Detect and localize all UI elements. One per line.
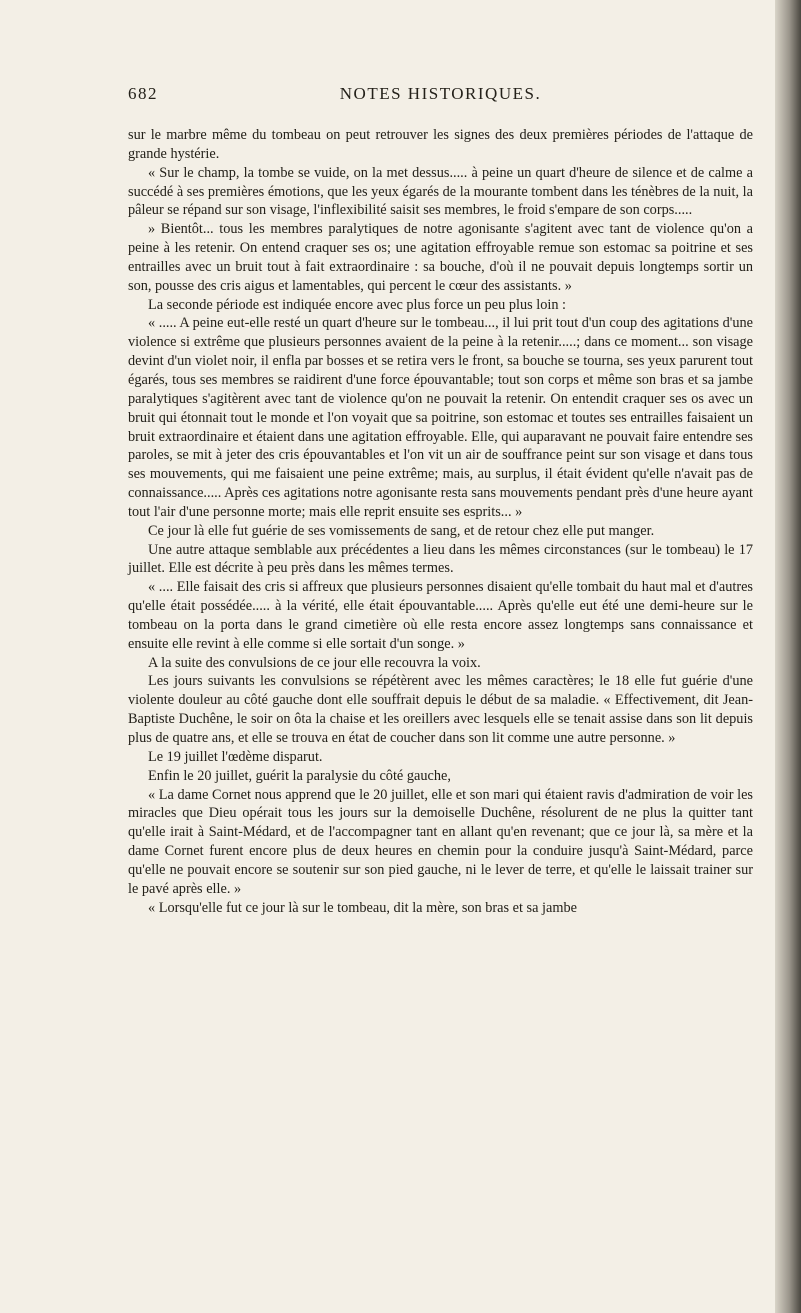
- running-title: NOTES HISTORIQUES.: [339, 84, 542, 103]
- paragraph: » Bientôt... tous les membres paralytiques de notre agonisante s'agitent avec tant de violence qu'on a peine à les retenir. On entend craquer ses os; une agitation effroyable remue son estomac sa poitrine et ses entrailles avec un bruit tout à fait extraordinaire : sa bouche, d'où il ne pouvait depuis longtemps sortir un son, pousse des cris aigus et lamentables, qui percent le cœur des assistants. »: [128, 221, 753, 294]
- paragraph: Ce jour là elle fut guérie de ses vomissements de sang, et de retour chez elle put manger.: [148, 522, 655, 539]
- paragraph: « La dame Cornet nous apprend que le 20 juillet, elle et son mari qui étaient ravis d'admiration de voir les miracles que Dieu opérait tous les jours sur la demoiselle Duchêne, résolurent de ne plus la quitter tant qu'elle irait à Saint-Médard, et de l'accompagner tant en allant qu'en revenant; que ce jour là, sa mère et la dame Cornet furent encore plus de deux heures en chemin pour la conduire jusqu'à Saint-Médard, parce qu'elle ne pouvait encore se soutenir sur son pied gauche, ni le lever de terre, et qu'elle le laissait trainer sur le pavé après elle. »: [128, 786, 753, 897]
- paragraph: A la suite des convulsions de ce jour elle recouvra la voix.: [148, 654, 481, 671]
- paragraph: sur le marbre même du tombeau on peut retrouver les signes des deux premières périodes de l'attaque de grande hystérie.: [128, 127, 753, 162]
- paragraph: La seconde période est indiquée encore avec plus force un peu plus loin :: [148, 296, 567, 313]
- paragraph: « ..... A peine eut-elle resté un quart d'heure sur le tombeau..., il lui prit tout d'un coup des agitations d'une violence si extrême que plusieurs personnes avaient de la peine à la retenir.....; dans ce moment... son visage devint d'un violet noir, il enfla par bosses et se retira vers le front, sa bouche se tourna, ses yeux parurent tout égarés, tous ses membres se raidirent d'une force épouvantable; tout son corps et même son bras et sa jambe paralytiques s'agitèrent avec tant de violence qu'on ne pouvait la retenir. On entendit craquer ses os avec un bruit qui étonnait tout le monde et l'on voyait que sa poitrine, son estomac et toutes ses entrailles faisaient un bruit extraordinaire et étaient dans une agitation effroyable. Elle, qui auparavant ne pouvait faire entendre ses paroles, se mit à jeter des cris épouvantables et l'on vit un air de souffrance peint sur son visage et dans tous ses mouvements, qui me faisaient une peine extrême; mais, au surplus, il était évident qu'elle n'avait pas de connaissance..... Après ces agitations notre agonisante resta sans mouvements pendant près d'une heure ayant tout l'air d'une personne morte; mais elle reprit ensuite ses esprits... »: [128, 315, 753, 520]
- paragraph: « Lorsqu'elle fut ce jour là sur le tombeau, dit la mère, son bras et sa jambe: [148, 899, 577, 916]
- paragraph: « Sur le champ, la tombe se vuide, on la met dessus..... à peine un quart d'heure de silence et de calme a succédé à ses premières émotions, que les yeux égarés de la mourante tombent dans les ténèbres de la nuit, la pâleur se répand sur son visage, l'inflexibilité saisit ses membres, le froid s'empare de son corps.....: [128, 164, 753, 219]
- paragraph: Enfin le 20 juillet, guérit la paralysie du côté gauche,: [148, 767, 451, 784]
- paragraph: Une autre attaque semblable aux précédentes a lieu dans les mêmes circonstances (sur le tombeau) le 17 juillet. Elle est décrite à peu près dans les mêmes termes.: [128, 541, 753, 577]
- page-edge-shadow: [775, 0, 801, 1313]
- paragraph: Le 19 juillet l'œdème disparut.: [148, 748, 323, 765]
- page-header: [128, 84, 753, 108]
- paragraph: Les jours suivants les convulsions se répétèrent avec les mêmes caractères; le 18 elle fut guérie d'une violente douleur au côté gauche dont elle souffrait depuis le début de sa maladie. « Effectivement, dit Jean-Baptiste Duchêne, le soir on ôta la chaise et les oreillers avec lesquels elle se tenait assise dans son lit depuis plus de quatre ans, et elle se trouva en état de coucher dans son lit comme une autre personne. »: [128, 673, 753, 746]
- page-number: 682: [128, 84, 158, 103]
- paragraph: « .... Elle faisait des cris si affreux que plusieurs personnes disaient qu'elle tombait du haut mal et d'autres qu'elle était possédée..... à la vérité, elle était épouvantable..... Après qu'elle eut été une demi-heure sur le tombeau on la porta dans le grand cimetière où elle resta encore assez longtemps sans connaissance et ensuite elle revint à elle comme si elle sortait d'un songe. »: [128, 579, 753, 652]
- body-text: [128, 126, 753, 917]
